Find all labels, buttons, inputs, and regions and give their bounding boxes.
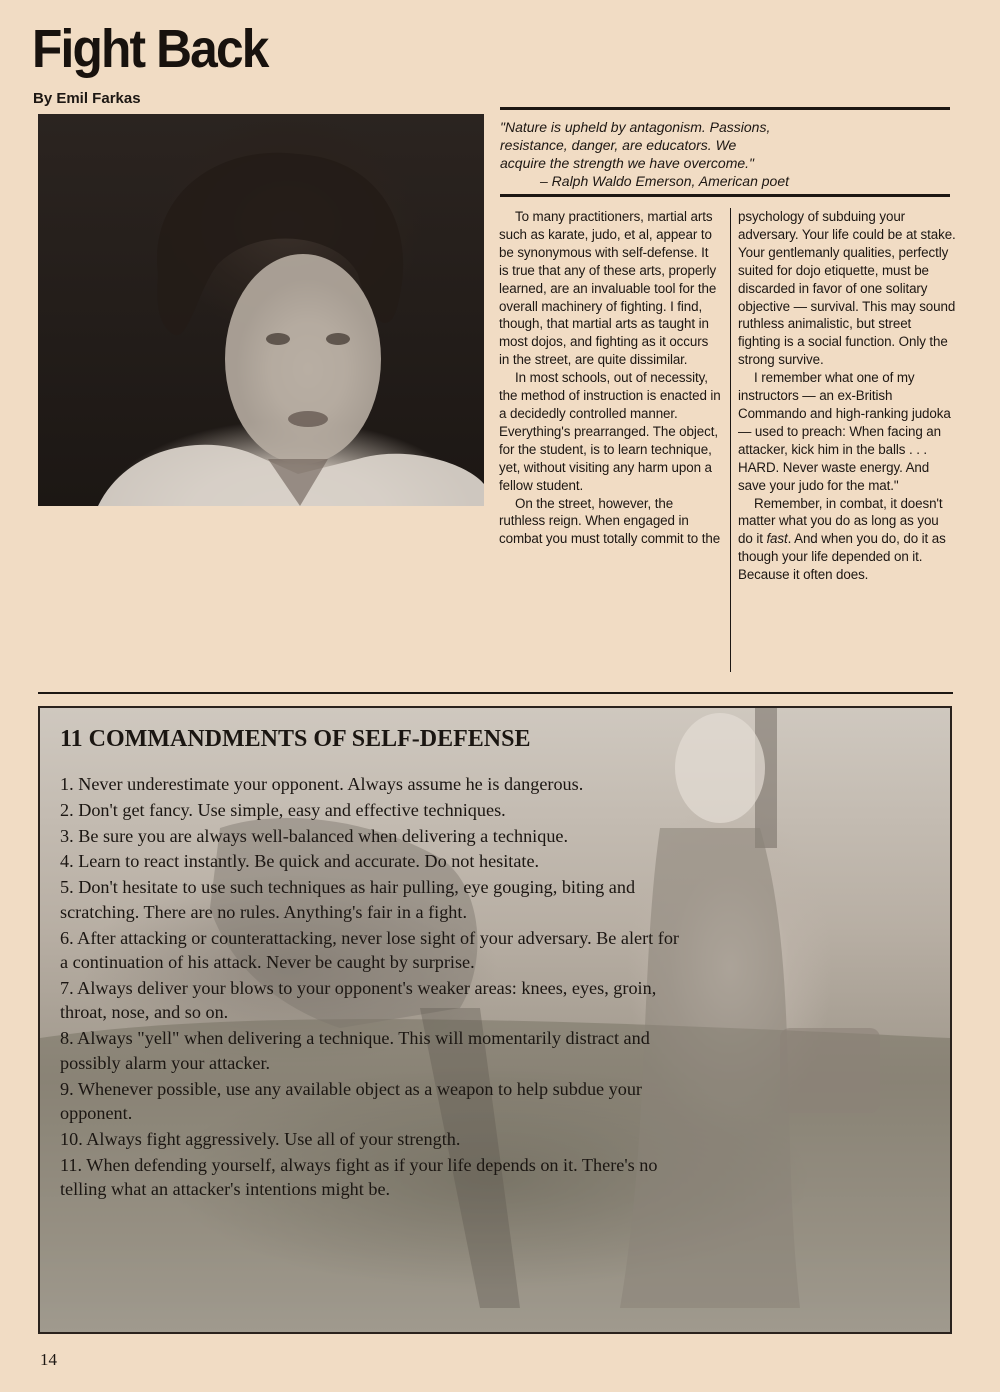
commandment-item: 6. After attacking or counterattacking, never lose sight of your adversary. Be alert for a continuation of his attack. Never be caught by surprise. [60,927,679,973]
commandment-item: 11. When defending yourself, always fight as if your life depends on it. There's no telling what an attacker's intentions might be. [60,1154,658,1200]
paragraph-text: . And when you do, do it as though your life depended on it. Because it often does. [738,531,946,583]
paragraph: To many practitioners, martial arts such as karate, judo, et al, appear to be synonymous with self-defense. It is true that any of these arts, properly learned, are an invaluable tool for the overall machinery of fighting. I find, though, that martial arts as taught in most dojos, and fighting as it occurs in the street, are quite dissimilar. [499,209,717,368]
quote-line: "Nature is upheld by antagonism. Passions, [500,119,771,135]
quote-top-rule [500,107,950,110]
commandment-item: 8. Always "yell" when delivering a technique. This will momentarily distract and possibly alarm your attacker. [60,1028,650,1073]
column-divider [730,208,731,672]
commandment-item: 9. Whenever possible, use any available object as a weapon to help subdue your opponent. [60,1078,642,1124]
emphasis: fast [766,531,788,547]
section-divider [38,692,953,694]
portrait-shapes [38,114,484,506]
quote-line: resistance, danger, are educators. We [500,137,737,153]
commandment-item: 7. Always deliver your blows to your opponent's weaker areas: knees, eyes, groin, throat, nose, and so on. [60,977,657,1023]
commandment-item: 10. Always fight aggressively. Use all of your strength. [60,1129,461,1149]
epigraph-quote [500,118,950,190]
body-column-1 [499,208,721,548]
author-portrait-photo [38,114,484,506]
paragraph: In most schools, out of necessity, the method of instruction is enacted in a decidedly controlled manner. Everything's prearranged. The object, for the student, is to learn technique, yet, without visiting any harm upon a fellow student. [499,370,721,493]
paragraph-text: Remember, in combat, it doesn't matter what you do as long as you do it [738,495,943,547]
article-title: Fight Back [32,19,268,79]
commandments-heading: 11 COMMANDMENTS OF SELF-DEFENSE [60,726,531,752]
page-number: 14 [40,1350,57,1369]
commandment-item: 2. Don't get fancy. Use simple, easy and effective techniques. [60,799,506,820]
commandment-item: 1. Never underestimate your opponent. Always assume he is dangerous. [60,774,584,794]
quote-line: acquire the strength we have overcome." [500,155,754,171]
commandments-box [38,706,952,1334]
body-column-2 [738,208,956,584]
quote-attribution: – Ralph Waldo Emerson, American poet [540,173,790,189]
commandment-item: 3. Be sure you are always well-balanced when delivering a technique. [60,825,569,846]
commandment-item: 5. Don't hesitate to use such techniques as hair pulling, eye gouging, biting and scratching. There are no rules. Anything's fair in a fight. [60,877,636,922]
paragraph: On the street, however, the ruthless reign. When engaged in combat you must totally commit to the [499,495,721,547]
quote-bottom-rule [500,194,950,197]
byline: By Emil Farkas [33,90,141,107]
paragraph [738,495,956,585]
commandment-item: 4. Learn to react instantly. Be quick and accurate. Do not hesitate. [60,851,540,872]
commandments-list [60,772,680,1203]
paragraph: I remember what one of my instructors — an ex-British Commando and high-ranking judoka — used to preach: When facing an attacker, kick him in the balls . . . HARD. Never waste energy. And save your judo for the mat." [738,370,951,493]
paragraph: psychology of subduing your adversary. Your life could be at stake. Your gentlemanly qualities, perfectly suited for dojo etiquette, must be discarded in favor of one solitary objective — survival. This may sound ruthless animalistic, but street fighting is a social function. Only the strong survive. [738,209,956,368]
